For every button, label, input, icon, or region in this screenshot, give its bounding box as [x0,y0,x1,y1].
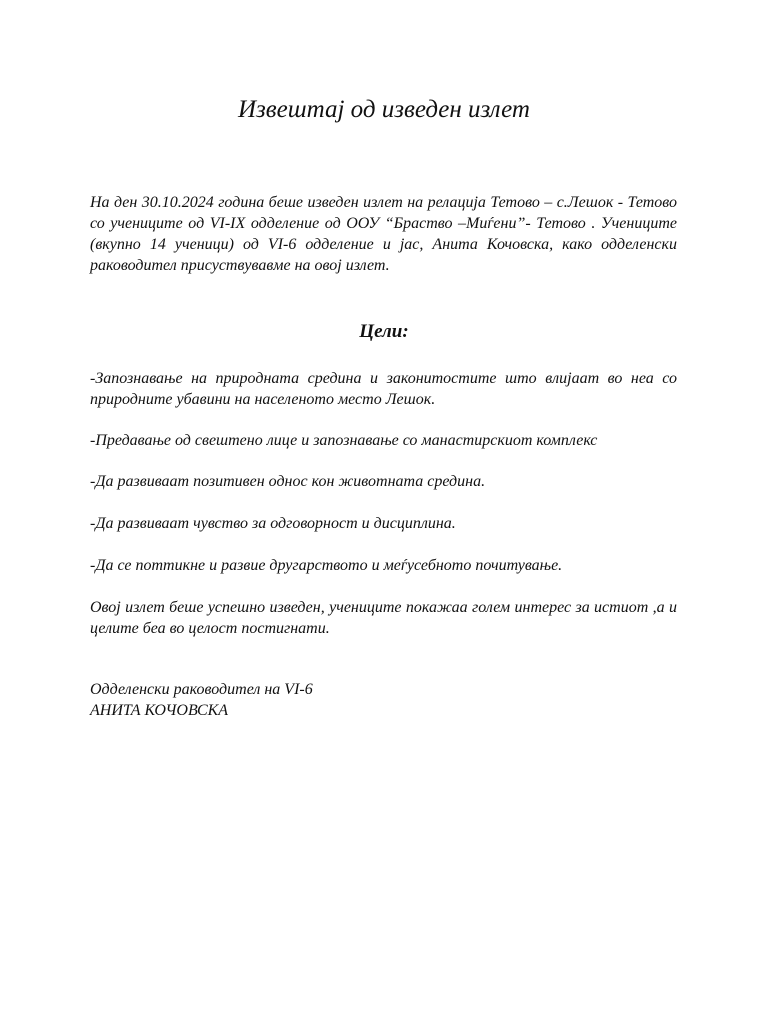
signature-role: Одделенски раководител на VI-6 [90,681,313,698]
goal-item: -Запознавање на природната средина и законитостите што влијаат во неа со природните убавини на населеното место Лешок. [90,370,677,408]
goal-item: -Да развиваат чувство за одговорност и дисциплина. [90,515,456,532]
intro-paragraph: На ден 30.10.2024 година беше изведен излет на релација Тетово – с.Лешок - Тетово со учениците од VI-IX одделение од ООУ “Браство –Миѓени”- Тетово . Учениците (вкупно 14 ученици) од VI-6 одделение и јас, Анита Кочовска, како одделенски раководител присуствувавме на овој излет. [90,194,677,274]
goals-heading: Цели: [359,321,409,342]
goal-item: -Предавање од свештено лице и запознавање со манастирскиот комплекс [90,432,598,449]
signature-name: АНИТА КОЧОВСКА [90,702,229,719]
goal-item: -Да развиваат позитивен однос кон животната средина. [90,473,486,490]
document-title: Извештај од изведен излет [237,96,530,123]
signature-block [90,679,677,721]
goal-item: -Да се поттикне и развие другарството и меѓусебното почитување. [90,557,563,574]
conclusion-paragraph: Овој излет беше успешно изведен, учениците покажаа голем интерес за истиот ,а и целите беа во целост постигнати. [90,599,677,637]
